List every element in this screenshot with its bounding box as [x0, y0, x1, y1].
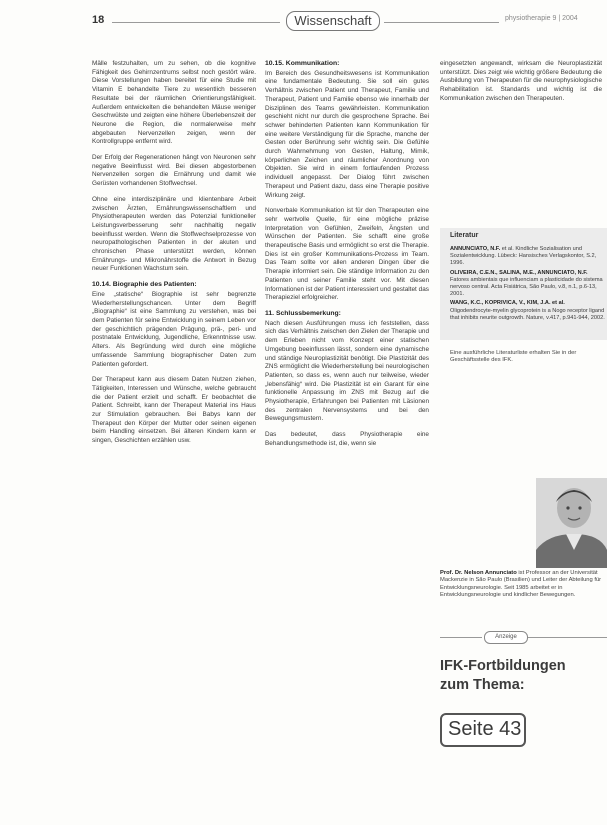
ad-rule-left	[440, 637, 482, 638]
ad-label: Anzeige	[484, 631, 528, 644]
section-heading: 10.15. Kommunikation:	[265, 60, 340, 67]
reference-text: Oligodendrocyte-myelin glycoprotein is a Nogo receptor ligand that inhibits neurite outgrowth. Nature, v.417, p.941-944, 2002.	[450, 307, 605, 321]
literature-box	[440, 228, 607, 340]
paragraph: Ohne eine interdisziplinäre und klientenbare Arbeit zwischen Ärzten, Ernährungswissenschaftlern und Physiotherapeuten werden das Potenzial funktioneller Leistungsverbesserung sehr nachhaltig negativ beeinflusst werden. Wenn die Stoffwechselprozesse von neuropathologischen Patienten in der akuten und chronischen Phase unterstützt werden, können Ernährungs- und Mikronährstoffe die Antwort in Bezug neuer Funktionen Wachstum sein.	[92, 195, 256, 273]
reference-item	[450, 270, 605, 299]
paragraph: Der Therapeut kann aus diesem Daten Nutzen ziehen, Tätigkeiten, Interessen und Wünsche, welche gebraucht die der Patient erzielt und schafft. Er beobachtet die Patient. Schreibt, kann der Therapeut Material ins Haus zur Stimulation gebrauchen. Bei Babys kann der Therapeut den Körper der Mutter oder seinen eigenen beim Handling einsetzen. Bei älteren Kindern kann er singen, Geschichten erzählen usw.	[92, 376, 256, 445]
reference-item	[450, 246, 605, 268]
paragraph: Der Erfolg der Regenerationen hängt von Neuronen sehr negative Beeinflusst wird. Bei diesen abgestorbenen Nervenzellen sorgen die Ernährung und damit wie Gerüsten vorhandenen Stoffwechsel.	[92, 154, 256, 188]
author-portrait	[536, 478, 607, 568]
author-info	[440, 570, 605, 600]
reference-authors: WANG, K.C., KOPRIVICA, V., KIM, J.A. et al.	[450, 300, 565, 307]
paragraph: eingesetzten angewandt, wirksam die Neuroplastizität unterstützt. Dies zeigt wie wichtig größere Bedeutung die Ausbildung von Therapeuten für die neurophysiologische Rehabilitation ist. Standards und wichtig ist die Kommunikation zwischen den Therapeuten.	[440, 60, 602, 102]
header-rule-left	[112, 22, 280, 23]
reference-list	[450, 246, 605, 324]
reference-authors: ANNUNCIATO, N.F.	[450, 246, 501, 252]
header-rule-right	[384, 22, 499, 23]
paragraph: Im Bereich des Gesundheitswesens ist Kommunikation eine fundamentale Bedeutung. Sie soll ein gutes Verhältnis zwischen Patient und Therapeut, Familie und Therapeut, Patient und Familie ebenso wie innerhalb der Disziplinen des Teams gewährleisten. Kommunikation geschieht nicht nur durch die gesprochene Sprache. Bei schwer behinderten Patienten kann Kommunikation für eine weitere Verständigung für die Sprache, manche der Gesten oder Berührung sehr wichtig sein. Die Gefühle durch Wahrnehmung von Gesten, Haltung, Mimik, körperlichen Zeichen und räumlicher Anordnung von Objekten. Sie wird in einem fortlaufenden Prozess individuell angepasst. Der Dialog führt zwischen Therapeut und Patient dazu, dass eine Therapie positive Wirkung zeigt.	[265, 69, 429, 199]
column-left	[92, 60, 256, 453]
reference-text: Fatores ambientais que influenciam a plasticidade do sistema nervoso central. Acta Fisiátrica, São Paulo, v.8, n.1, p.6-13, 2001.	[450, 276, 603, 298]
page-header	[0, 8, 607, 38]
paragraph: Das bedeutet, dass Physiotherapie eine Behandlungsmethode ist, die, wenn sie	[265, 431, 429, 447]
ad-page-ref: Seite 43	[448, 718, 522, 740]
column-right	[440, 60, 602, 111]
reference-text: et al. Kindliche Sozialisation und Sozialentwicklung. Lübeck: Hansisches Verlagskontor, S.2, 1996.	[450, 246, 597, 267]
section-title: Wissenschaft	[286, 11, 380, 31]
ad-title-line2: zum Thema:	[440, 677, 525, 693]
author-bio: ist Professor an der Universität Mackenzie in São Paulo (Brasilien) und Leiter der Abteilung für Entwicklungsneurologie. Seit 1985 arbeitet er in Entwicklungsneurologie und kindlicher Bewegungen.	[440, 570, 602, 599]
section-heading: 11. Schlussbemerkung:	[265, 309, 341, 317]
literature-note: Eine ausführliche Literaturliste erhalten Sie in der Geschäftsstelle des IFK.	[450, 350, 577, 364]
ad-rule-right	[528, 637, 607, 638]
ad-page-ref-box	[440, 713, 526, 747]
column-middle	[265, 60, 429, 456]
paragraph: Nach diesen Ausführungen muss ich feststellen, dass sich das Verhältnis zwischen den Zielen der Therapie und dem Erleben nicht vom Konzept einer statischen Umgebung beeinflussen lässt, sondern eine dynamische und ständige Neuroplastizität benötigt. Die Plastizität des ZNS ermöglicht die Wiederherstellung bei neurologischen Patienten, so dass es, wenn auch nur teilweise, wieder „lebensfähig“ wird. Die Plastizität ist ein Garant für eine funktionelle Anpassung im ZNS mit Bezug auf die Physiotherapie, Erfahrungen bei Patienten mit Läsionen des zentralen Nervensystems und bei den Bewegungsmustern.	[265, 319, 429, 423]
paragraph: Nonverbale Kommunikation ist für den Therapeuten eine sehr wertvolle Quelle, für eine mögliche präzise Interpretation von Gefühlen, Zweifeln, Ängsten und Wünschen der Patienten. Sie schafft eine große therapeutische Basis und ermöglicht so erst die Therapie. Dies ist ein großer Kommunikations-Prozess im Team. Das Team sollte vor allen anderen Dingen über die Therapie informiert sein. Die ständige Information zu den Patienten und seiner Familie steht vor. Mit diesen Informationen ist der Patient interessiert und gestaltet das Therapieziel erfolgreicher.	[265, 207, 429, 302]
author-name: Prof. Dr. Nelson Annunciato	[440, 570, 517, 576]
reference-item	[450, 300, 605, 322]
reference-authors: OLIVEIRA, C.E.N., SALINA, M.E., ANNUNCIATO, N.F.	[450, 269, 588, 276]
advertisement	[440, 657, 607, 775]
journal-issue: physiotherapie 9 | 2004	[505, 15, 578, 22]
paragraph: Mälle festzuhalten, um zu sehen, ob die kognitive Fähigkeit des Gehirnzentrums selbst noch gestört wäre. Diese Vorstellungen haben bereitet für eine Studie mit Vitamin E behandelte Tiere zu wesentlich besseren Resultate bei der räumlichen Orientierungsfähigkeit. Außerdem entwickelten die behandelten Mäuse weniger Geschwülste und zeigten eine höhere Überlebenszeit der Neurone die Region, die normalerweise mehr abgebauten Nervenzellen zeigen, wenn der Kontrollgruppe entfernt wird.	[92, 60, 256, 146]
section-heading: 10.14. Biographie des Patienten:	[92, 281, 197, 289]
literature-heading: Literatur	[450, 232, 479, 239]
page-number: 18	[92, 14, 105, 26]
ad-title-line1: IFK-Fortbildungen	[440, 658, 566, 674]
paragraph: Eine „statische“ Biographie ist sehr begrenzte Wiederherstellungschancen. Unter dem Begriff „Biographie“ ist eine Sammlung zu verstehen, was bei dem Patienten für seine Entwicklung in seinem Leben vor der geschichtlich prägenden Prägung, prä-, peri- und postnatale Entwicklung, Jugendliche, Erkenntnisse usw. Alters. Als Begründung wird durch eine mögliche umfassende Sammlung biographischer Daten zum Patienten gefordert.	[92, 290, 256, 368]
